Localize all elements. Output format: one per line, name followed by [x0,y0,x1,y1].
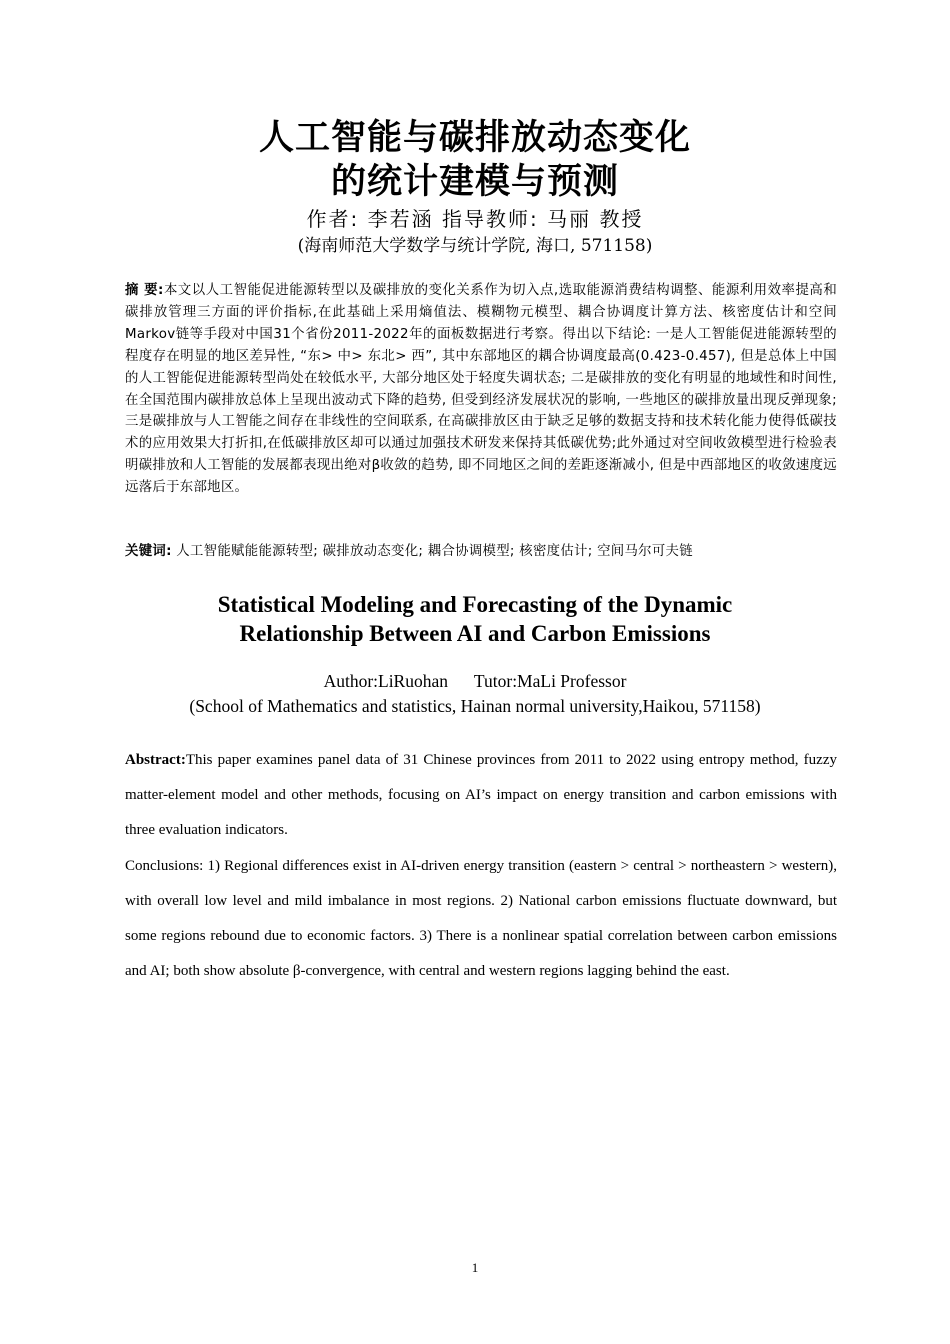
en-affiliation: (School of Mathematics and statistics, Hainan normal university,Haikou, 571158) [189,696,761,716]
cn-abstract-label: 摘 要: [125,283,164,298]
en-abstract-text: This paper examines panel data of 31 Chinese provinces from 2011 to 2022 using entropy method, fuzzy matter-element model and other methods, focusing on AI’s impact on energy transition and carbon emissions with three evaluation indicators. [125,752,837,838]
cn-keywords [125,541,837,563]
cn-keywords-label: 关键词: [125,544,172,559]
en-title-line-2: Relationship Between AI and Carbon Emissions [239,621,711,646]
cn-keywords-text: 人工智能赋能能源转型; 碳排放动态变化; 耦合协调模型; 核密度估计; 空间马尔可夫链 [176,544,693,559]
en-title-line-1: Statistical Modeling and Forecasting of the Dynamic [217,592,733,617]
cn-title-line-1: 人工智能与碳排放动态变化 [258,117,691,158]
en-abstract [125,743,837,848]
cn-abstract-text: 本文以人工智能促进能源转型以及碳排放的变化关系作为切入点,选取能源消费结构调整、能源利用效率提高和碳排放管理三方面的评价指标,在此基础上采用熵值法、模糊物元模型、耦合协调度计算方法、核密度估计和空间Markov链等手段对中国31个省份2011-2022年的面板数据进行考察。得出以下结论: 一是人工智能促进能源转型的程度存在明显的地区差异性, “东> 中> 东北> 西”, 其中东部地区的耦合协调度最高(0.423-0.457), 但是总体上中国的人工智能促进能源转型尚处在较低水平, 大部分地区处于轻度失调状态; 二是碳排放的变化有明显的地域性和时间性, 在全国范围内碳排放总体上呈现出波动式下降的趋势, 但受到经济发展状况的影响, 一些地区的碳排放量出现反弹现象; 三是碳排放与人工智能之间存在非线性的空间联系, 在高碳排放区由于缺乏足够的数据支持和技术转化能力使得低碳技术的应用效果大打折扣,在低碳排放区却可以通过加强技术研发来保持其低碳优势;此外通过对空间收敛模型进行检验表明碳排放和人工智能的发展都表现出绝对β收敛的趋势, 即不同地区之间的差距逐渐减小, 但是中西部地区的收敛速度远远落后于东部地区。 [125,283,838,496]
en-title [0,590,950,648]
cn-author-line: 作者: 李若涵 指导教师: 马丽 教授 [306,207,644,231]
cn-title-line-2: 的统计建模与预测 [330,161,619,202]
cn-abstract [125,280,837,499]
en-abstract-label: Abstract: [125,752,186,768]
en-conclusions: Conclusions: 1) Regional differences exist in AI-driven energy transition (eastern > central > northeastern > western), with overall low level and mild imbalance in most regions. 2) National carbon emissions fluctuate downward, but some regions rebound due to economic factors. 3) There is a nonlinear spatial correlation between carbon emissions and AI; both show absolute β-convergence, with central and western regions lagging behind the east. [125,858,837,979]
en-author-line: Author:LiRuohan Tutor:MaLi Professor [323,671,627,691]
cn-title [0,116,950,204]
page-number: 1 [471,1260,479,1275]
cn-affiliation: (海南师范大学数学与统计学院, 海口, 571158) [297,236,653,256]
